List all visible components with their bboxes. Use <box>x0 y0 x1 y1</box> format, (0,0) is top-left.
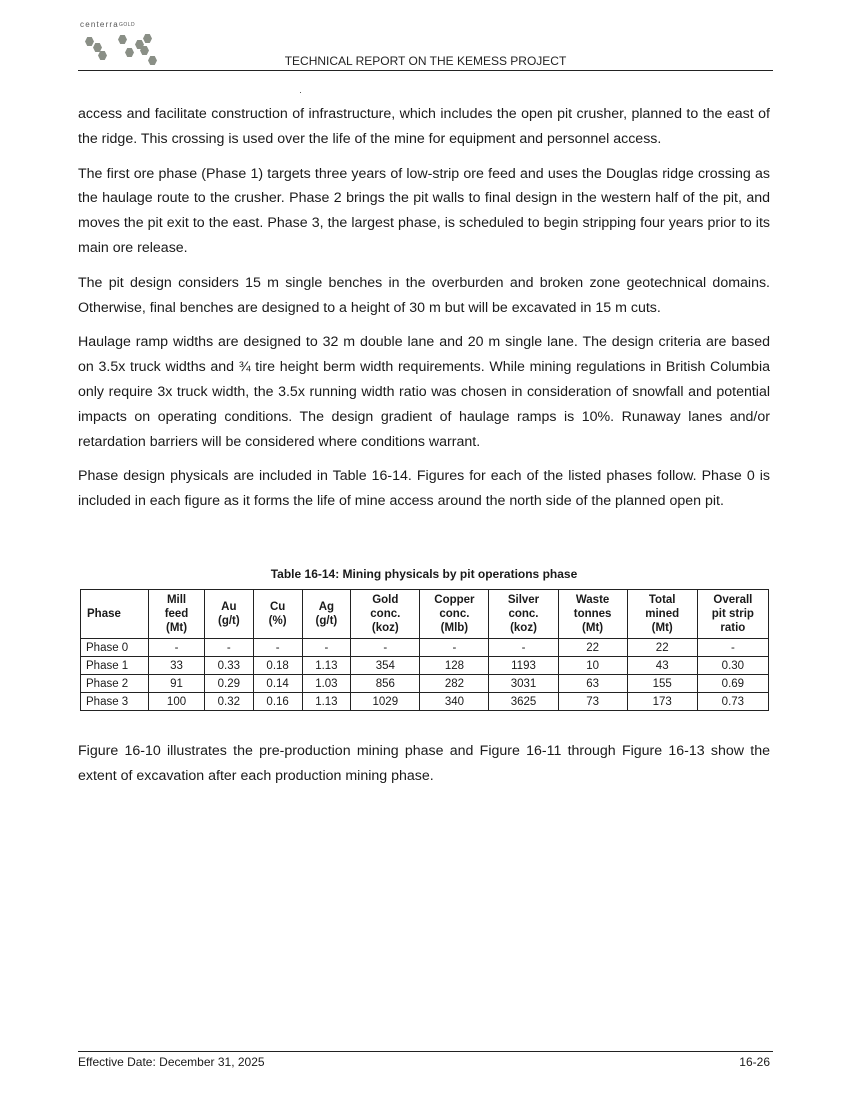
table-caption: Table 16-14: Mining physicals by pit operations phase <box>270 567 578 581</box>
table-cell: 1.13 <box>302 657 351 675</box>
header-divider <box>78 70 773 71</box>
table-cell: 0.16 <box>253 693 302 711</box>
table-cell: 354 <box>351 657 420 675</box>
header-strip-ratio: Overall pit strip ratio <box>697 590 768 639</box>
table-row <box>81 639 769 657</box>
paragraph: Phase design physicals are included in Table 16-14. Figures for each of the listed phases follow. Phase 0 is included in each figure as it forms the life of mine access around the north side of the planned open pit. <box>78 468 770 510</box>
table-cell: - <box>302 639 351 657</box>
body-text <box>78 102 770 524</box>
header-total-mined: Total mined (Mt) <box>627 590 697 639</box>
footer-divider <box>78 1051 773 1052</box>
paragraph: access and facilitate construction of infrastructure, which includes the open pit crusher, planned to the east of the ridge. This crossing is used over the life of the mine for equipment and personnel access. <box>78 106 770 147</box>
table-cell: 282 <box>420 675 489 693</box>
table-cell: 173 <box>627 693 697 711</box>
table-cell: 0.29 <box>204 675 253 693</box>
table-cell: 1.03 <box>302 675 351 693</box>
logo-hexagon <box>93 43 102 52</box>
table-cell: 128 <box>420 657 489 675</box>
logo-wordmark: centerraGOLD <box>80 20 136 29</box>
table-cell: Phase 2 <box>81 675 149 693</box>
table-cell: 0.18 <box>253 657 302 675</box>
table-row <box>81 657 769 675</box>
paragraph: The pit design considers 15 m single benches in the overburden and broken zone geotechnical domains. Otherwise, final benches are designed to a height of 30 m but will be excavated in 15 m cuts. <box>78 274 770 316</box>
table-header-row <box>81 590 769 639</box>
mining-physicals-table <box>80 589 769 711</box>
header-ag: Ag (g/t) <box>302 590 351 639</box>
effective-date: Effective Date: December 31, 2025 <box>78 1055 265 1069</box>
table-cell: - <box>420 639 489 657</box>
paragraph: Haulage ramp widths are designed to 32 m double lane and 20 m single lane. The design criteria are based on 3.5x truck widths and ¾ tire height berm width requirements. While mining regulations in British Columbia only require 3x truck width, the 3.5x running width ratio was chosen in consideration of snowfall and potential impacts on operating conditions. The design gradient of haulage ramps is 10%. Runaway lanes and/or retardation barriers will be considered where conditions warrant. <box>78 334 770 450</box>
table-cell: 63 <box>558 675 627 693</box>
table-cell: 22 <box>627 639 697 657</box>
table-cell: 1193 <box>489 657 558 675</box>
table-cell: 22 <box>558 639 627 657</box>
table-cell: 43 <box>627 657 697 675</box>
header-mill-feed: Mill feed (Mt) <box>149 590 205 639</box>
logo-hexagon <box>118 35 127 44</box>
report-title: TECHNICAL REPORT ON THE KEMESS PROJECT <box>284 54 567 68</box>
table-cell: 0.14 <box>253 675 302 693</box>
table-cell: - <box>204 639 253 657</box>
table-cell: 0.32 <box>204 693 253 711</box>
table-cell: Phase 1 <box>81 657 149 675</box>
header-cu: Cu (%) <box>253 590 302 639</box>
header-silver-conc: Silver conc. (koz) <box>489 590 558 639</box>
table-cell: 33 <box>149 657 205 675</box>
table-cell: 0.73 <box>697 693 768 711</box>
header-phase: Phase <box>81 590 149 639</box>
table-cell: - <box>489 639 558 657</box>
table-row <box>81 693 769 711</box>
closing-text <box>78 739 770 789</box>
table-cell: 1029 <box>351 693 420 711</box>
header-waste-tonnes: Waste tonnes (Mt) <box>558 590 627 639</box>
table-cell: Phase 0 <box>81 639 149 657</box>
header-copper-conc: Copper conc. (Mlb) <box>420 590 489 639</box>
table-cell: - <box>697 639 768 657</box>
table-cell: Phase 3 <box>81 693 149 711</box>
header-gold-conc: Gold conc. (koz) <box>351 590 420 639</box>
table-cell: 1.13 <box>302 693 351 711</box>
table-cell: 10 <box>558 657 627 675</box>
table-cell: 100 <box>149 693 205 711</box>
stray-mark <box>300 92 301 93</box>
paragraph: The first ore phase (Phase 1) targets three years of low-strip ore feed and uses the Douglas ridge crossing as the haulage route to the crusher. Phase 2 brings the pit walls to final design in the western half of the pit, and moves the pit exit to the east. Phase 3, the largest phase, is scheduled to begin stripping four years prior to its main ore release. <box>78 165 770 256</box>
table-cell: 0.69 <box>697 675 768 693</box>
logo-hexagon <box>143 34 152 43</box>
paragraph: Figure 16-10 illustrates the pre-production mining phase and Figure 16-11 through Figure 16-13 show the extent of excavation after each production mining phase. <box>78 743 770 784</box>
table-cell: 3031 <box>489 675 558 693</box>
table-row <box>81 675 769 693</box>
table-cell: - <box>149 639 205 657</box>
table-cell: 3625 <box>489 693 558 711</box>
table-cell: 73 <box>558 693 627 711</box>
header-au: Au (g/t) <box>204 590 253 639</box>
table-cell: 856 <box>351 675 420 693</box>
table-cell: - <box>253 639 302 657</box>
page-number: 16-26 <box>739 1055 770 1069</box>
table-cell: 0.33 <box>204 657 253 675</box>
table-cell: 91 <box>149 675 205 693</box>
table-cell: - <box>351 639 420 657</box>
logo-hexagon <box>85 37 94 46</box>
table-cell: 155 <box>627 675 697 693</box>
table-cell: 0.30 <box>697 657 768 675</box>
table-cell: 340 <box>420 693 489 711</box>
